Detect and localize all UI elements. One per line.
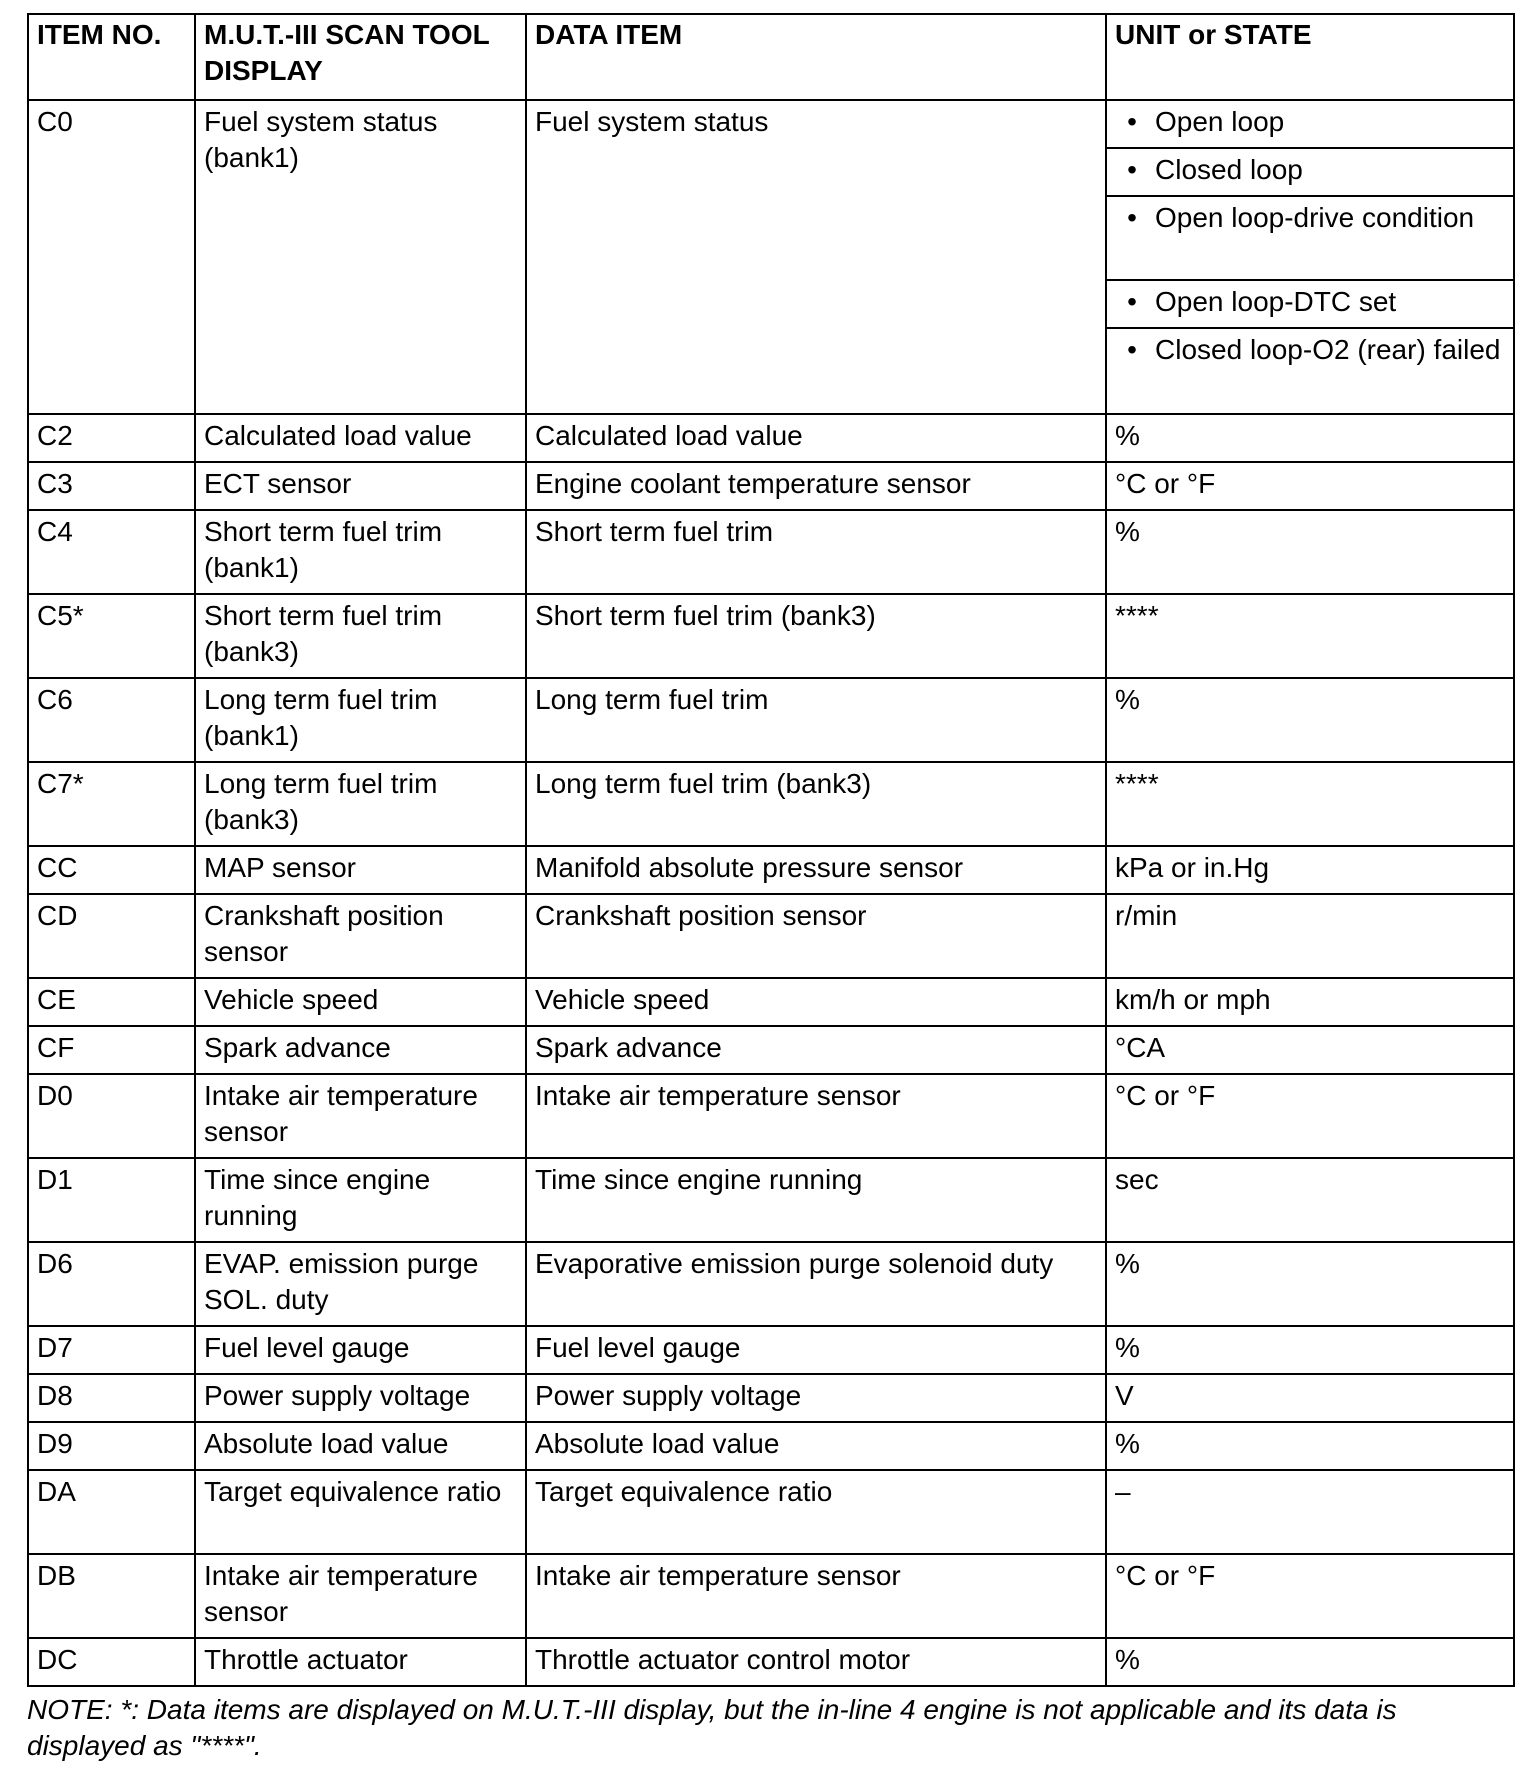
- display-cell: Power supply voltage: [195, 1374, 526, 1422]
- state-list-item: [1107, 329, 1513, 413]
- table-footnote: NOTE: *: Data items are displayed on M.U.T.-III display, but the in-line 4 engine is not applicable and its data is displayed as "****".: [27, 1694, 1397, 1761]
- item-no-cell: DC: [28, 1638, 195, 1686]
- display-cell: Fuel system status (bank1): [195, 100, 526, 414]
- state-list-item: [1107, 149, 1513, 197]
- data-item-cell: Absolute load value: [526, 1422, 1106, 1470]
- unit-cell: ****: [1106, 762, 1514, 846]
- display-cell: Time since engine running: [195, 1158, 526, 1242]
- unit-cell: %: [1106, 1638, 1514, 1686]
- display-cell: Vehicle speed: [195, 978, 526, 1026]
- state-list-cell: [1106, 100, 1514, 414]
- bullet-icon: •: [1127, 154, 1137, 185]
- display-cell: Fuel level gauge: [195, 1326, 526, 1374]
- display-cell: MAP sensor: [195, 846, 526, 894]
- unit-cell: °C or °F: [1106, 1074, 1514, 1158]
- unit-cell: –: [1106, 1470, 1514, 1554]
- table-row: [28, 1422, 1514, 1470]
- header-item-no: ITEM NO.: [28, 14, 195, 100]
- table-row: [28, 462, 1514, 510]
- data-item-cell: Spark advance: [526, 1026, 1106, 1074]
- unit-cell: V: [1106, 1374, 1514, 1422]
- display-cell: Calculated load value: [195, 414, 526, 462]
- bullet-icon: •: [1127, 106, 1137, 137]
- scan-tool-data-table: [27, 13, 1515, 1687]
- bullet-icon: •: [1127, 202, 1137, 233]
- bullet-icon: •: [1127, 286, 1137, 317]
- table-row: [28, 1326, 1514, 1374]
- data-item-cell: Target equivalence ratio: [526, 1470, 1106, 1554]
- data-item-cell: Intake air temperature sensor: [526, 1554, 1106, 1638]
- unit-cell: ****: [1106, 594, 1514, 678]
- data-item-cell: Calculated load value: [526, 414, 1106, 462]
- data-item-cell: Throttle actuator control motor: [526, 1638, 1106, 1686]
- table-row: [28, 678, 1514, 762]
- header-unit-or-state: UNIT or STATE: [1106, 14, 1514, 100]
- item-no-cell: C2: [28, 414, 195, 462]
- item-no-cell: CD: [28, 894, 195, 978]
- table-row: [28, 1074, 1514, 1158]
- item-no-cell: C5*: [28, 594, 195, 678]
- header-data-item: DATA ITEM: [526, 14, 1106, 100]
- state-label: Closed loop: [1155, 154, 1303, 185]
- unit-cell: kPa or in.Hg: [1106, 846, 1514, 894]
- table-row: [28, 1026, 1514, 1074]
- table-row: [28, 978, 1514, 1026]
- table-row: [28, 846, 1514, 894]
- item-no-cell: CE: [28, 978, 195, 1026]
- item-no-cell: D1: [28, 1158, 195, 1242]
- item-no-cell: CC: [28, 846, 195, 894]
- item-no-cell: CF: [28, 1026, 195, 1074]
- item-no-cell: DA: [28, 1470, 195, 1554]
- display-cell: Absolute load value: [195, 1422, 526, 1470]
- unit-cell: r/min: [1106, 894, 1514, 978]
- data-item-cell: Short term fuel trim (bank3): [526, 594, 1106, 678]
- unit-cell: %: [1106, 1242, 1514, 1326]
- fuel-system-state-list: [1107, 101, 1513, 413]
- header-scan-tool-display: M.U.T.-III SCAN TOOL DISPLAY: [195, 14, 526, 100]
- item-no-cell: C4: [28, 510, 195, 594]
- item-no-cell: D6: [28, 1242, 195, 1326]
- state-label: Open loop-drive condition: [1155, 202, 1475, 233]
- data-list-table-wrapper: [27, 13, 1513, 1687]
- table-row: [28, 510, 1514, 594]
- data-item-cell: Evaporative emission purge solenoid duty: [526, 1242, 1106, 1326]
- display-cell: Long term fuel trim (bank3): [195, 762, 526, 846]
- display-cell: Long term fuel trim (bank1): [195, 678, 526, 762]
- table-row: [28, 1470, 1514, 1554]
- unit-cell: %: [1106, 1326, 1514, 1374]
- data-item-cell: Time since engine running: [526, 1158, 1106, 1242]
- unit-cell: °CA: [1106, 1026, 1514, 1074]
- unit-cell: °C or °F: [1106, 1554, 1514, 1638]
- table-row: [28, 1554, 1514, 1638]
- display-cell: Intake air temperature sensor: [195, 1074, 526, 1158]
- display-cell: Target equivalence ratio: [195, 1470, 526, 1554]
- item-no-cell: D0: [28, 1074, 195, 1158]
- table-row: [28, 594, 1514, 678]
- state-label: Open loop-DTC set: [1155, 286, 1397, 317]
- unit-cell: %: [1106, 678, 1514, 762]
- state-list-item: [1107, 101, 1513, 149]
- bullet-icon: •: [1127, 334, 1137, 365]
- item-no-cell: C7*: [28, 762, 195, 846]
- table-row: [28, 100, 1514, 414]
- table-row: [28, 762, 1514, 846]
- table-row: [28, 1242, 1514, 1326]
- unit-cell: km/h or mph: [1106, 978, 1514, 1026]
- item-no-cell: DB: [28, 1554, 195, 1638]
- display-cell: Crankshaft position sensor: [195, 894, 526, 978]
- unit-cell: %: [1106, 510, 1514, 594]
- item-no-cell: D7: [28, 1326, 195, 1374]
- data-item-cell: Fuel level gauge: [526, 1326, 1106, 1374]
- display-cell: Intake air temperature sensor: [195, 1554, 526, 1638]
- table-row: [28, 894, 1514, 978]
- state-list-item: [1107, 197, 1513, 281]
- table-row: [28, 414, 1514, 462]
- display-cell: Spark advance: [195, 1026, 526, 1074]
- data-item-cell: Intake air temperature sensor: [526, 1074, 1106, 1158]
- unit-cell: %: [1106, 414, 1514, 462]
- data-item-cell: Long term fuel trim: [526, 678, 1106, 762]
- item-no-cell: D9: [28, 1422, 195, 1470]
- unit-cell: sec: [1106, 1158, 1514, 1242]
- table-row: [28, 1158, 1514, 1242]
- data-item-cell: Crankshaft position sensor: [526, 894, 1106, 978]
- state-label: Open loop: [1155, 106, 1285, 137]
- display-cell: ECT sensor: [195, 462, 526, 510]
- display-cell: Throttle actuator: [195, 1638, 526, 1686]
- data-item-cell: Short term fuel trim: [526, 510, 1106, 594]
- item-no-cell: C0: [28, 100, 195, 414]
- state-label: Closed loop-O2 (rear) failed: [1155, 334, 1501, 365]
- table-row: [28, 1374, 1514, 1422]
- display-cell: Short term fuel trim (bank1): [195, 510, 526, 594]
- data-item-cell: Fuel system status: [526, 100, 1106, 414]
- unit-cell: %: [1106, 1422, 1514, 1470]
- item-no-cell: C6: [28, 678, 195, 762]
- table-row: [28, 1638, 1514, 1686]
- item-no-cell: D8: [28, 1374, 195, 1422]
- item-no-cell: C3: [28, 462, 195, 510]
- display-cell: EVAP. emission purge SOL. duty: [195, 1242, 526, 1326]
- table-header-row: [28, 14, 1514, 100]
- data-item-cell: Power supply voltage: [526, 1374, 1106, 1422]
- data-item-cell: Vehicle speed: [526, 978, 1106, 1026]
- data-item-cell: Manifold absolute pressure sensor: [526, 846, 1106, 894]
- data-item-cell: Engine coolant temperature sensor: [526, 462, 1106, 510]
- state-list-item: [1107, 281, 1513, 329]
- unit-cell: °C or °F: [1106, 462, 1514, 510]
- data-item-cell: Long term fuel trim (bank3): [526, 762, 1106, 846]
- display-cell: Short term fuel trim (bank3): [195, 594, 526, 678]
